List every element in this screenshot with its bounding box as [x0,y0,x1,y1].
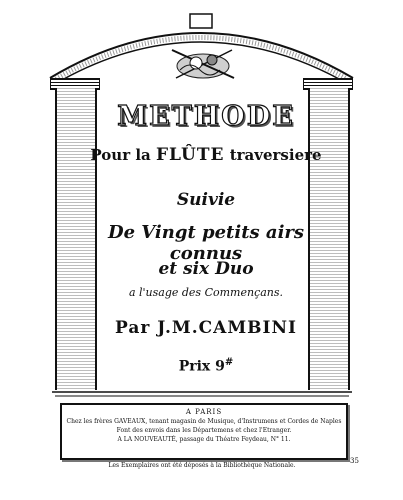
imprint-line-2: Font des envois dans les Départemens et chez l'Etranger. [116,427,292,434]
imprint-city: A PARIS [185,408,223,416]
instruments-vignette [172,50,234,78]
price-label: Prix 9 [178,358,225,375]
duo-line: et six Duo [158,259,254,279]
price-line [80,357,332,375]
page-title: METHODE [117,101,295,132]
deposit-note: Les Exemplaires ont été déposés à la Bibliothèque Nationale. [108,462,296,469]
imprint-line-1: Chez les frères GAVEAUX, tenant magasin de Musique, d'Instrumens et Cordes de Naples [66,418,342,425]
usage-line: a l'usage des Commençans. [128,286,284,299]
author-line: Par J.M.CAMBINI [115,318,297,338]
instrument-prefix: Pour la [90,146,156,164]
suivie-line: Suivie [176,190,236,210]
airs-line: De Vingt petits airs connus [107,222,305,264]
imprint-plinth [60,403,348,460]
imprint-line-3: A LA NOUVEAUTÉ, passage du Théatre Feydeau, N° 11. [117,436,291,443]
page-number: 35 [350,457,359,465]
instrument-name: FLÛTE [155,145,225,165]
price-superscript: # [224,357,234,368]
instrument-line [80,145,332,165]
instrument-suffix: traversiere [224,146,322,164]
